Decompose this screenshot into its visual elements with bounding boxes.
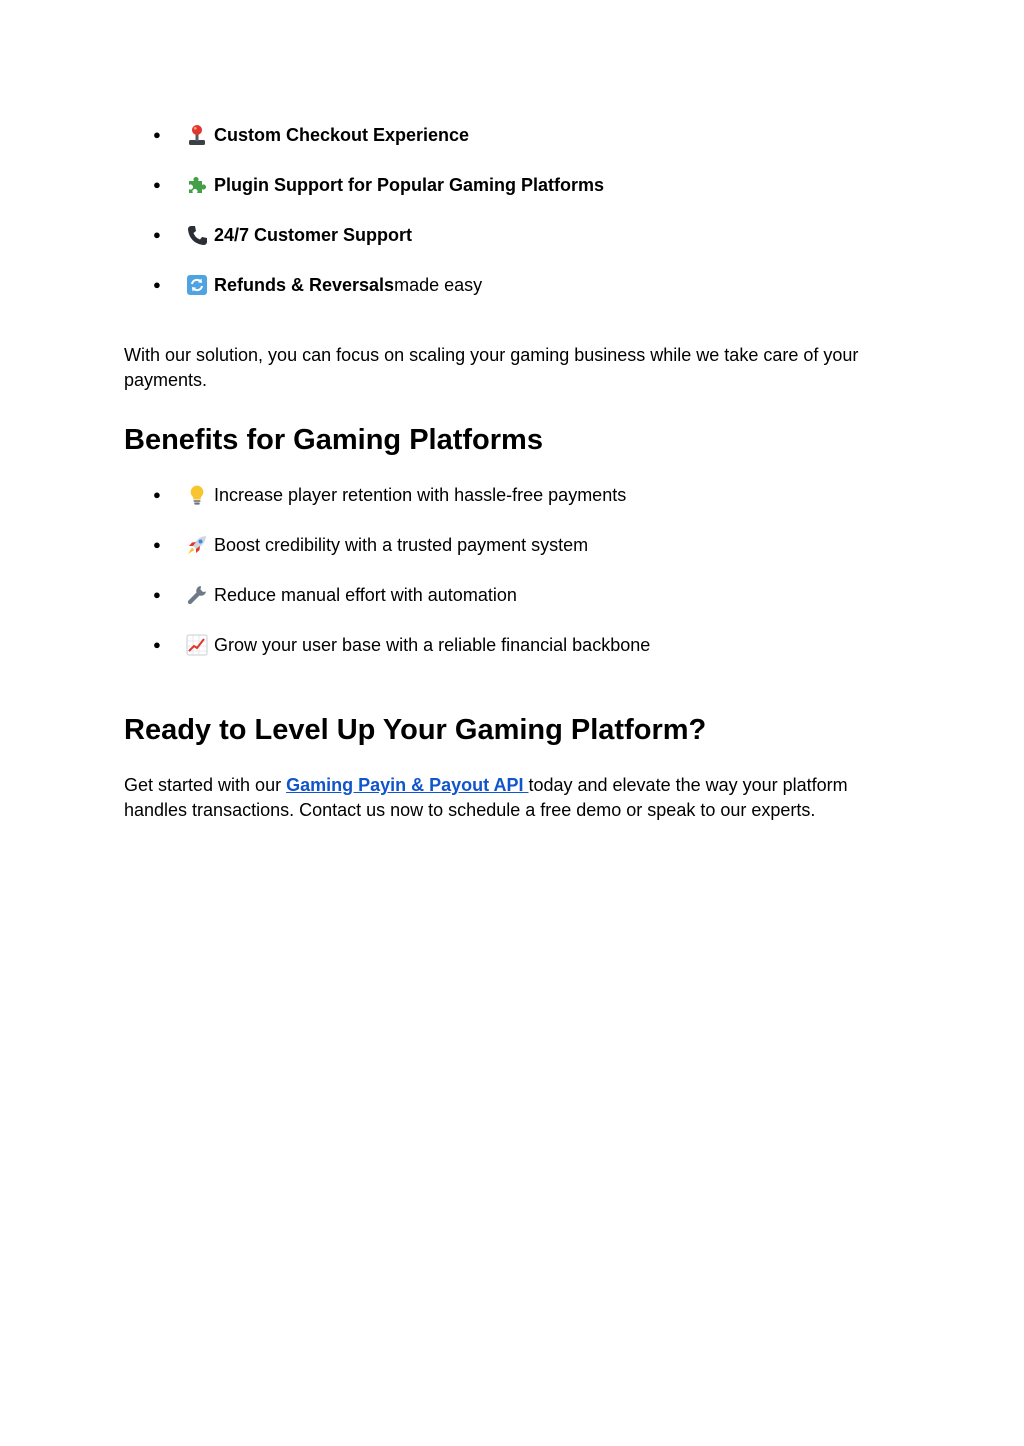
joystick-icon [185,123,209,147]
bullet-dot: ● [153,227,161,242]
list-item [153,582,517,608]
list-item [153,122,469,148]
chart-increasing-icon [185,633,209,657]
cta-paragraph [124,773,904,823]
light-bulb-icon [185,483,209,507]
bullet-dot: ● [153,277,161,292]
bullet-dot: ● [153,537,161,552]
solution-paragraph: With our solution, you can focus on scaling your gaming business while we take care of your payments. [124,345,859,390]
list-item [153,272,482,298]
list-item [153,632,650,658]
bullet-dot: ● [153,177,161,192]
telephone-icon [185,223,209,247]
benefits-heading: Benefits for Gaming Platforms [124,424,543,456]
feature-label: Custom Checkout Experience [214,124,470,145]
puzzle-piece-icon [185,173,209,197]
benefit-text: Grow your user base with a reliable financial backbone [214,634,651,655]
list-item [153,172,604,198]
bullet-dot: ● [153,127,161,142]
gaming-api-link[interactable]: Gaming Payin & Payout API [286,775,529,795]
benefit-text: Reduce manual effort with automation [214,584,517,605]
cta-heading: Ready to Level Up Your Gaming Platform? [124,714,707,746]
list-item [153,222,412,248]
refresh-arrows-icon [185,273,209,297]
list-item [153,532,588,558]
feature-label: Refunds & Reversals [214,274,395,295]
rocket-icon [185,533,209,557]
benefit-text: Boost credibility with a trusted payment system [214,534,589,555]
feature-label: 24/7 Customer Support [214,224,413,245]
feature-suffix: made easy [394,274,483,295]
cta-text-after: today and elevate the way your platform handles transactions. Contact us now to schedule a free demo or speak to our experts. [124,775,848,820]
bullet-dot: ● [153,637,161,652]
feature-label: Plugin Support for Popular Gaming Platforms [214,174,605,195]
benefit-text: Increase player retention with hassle-free payments [214,484,627,505]
wrench-icon [185,583,209,607]
cta-text-before: Get started with our [124,775,287,795]
list-item [153,482,626,508]
bullet-dot: ● [153,587,161,602]
bullet-dot: ● [153,487,161,502]
